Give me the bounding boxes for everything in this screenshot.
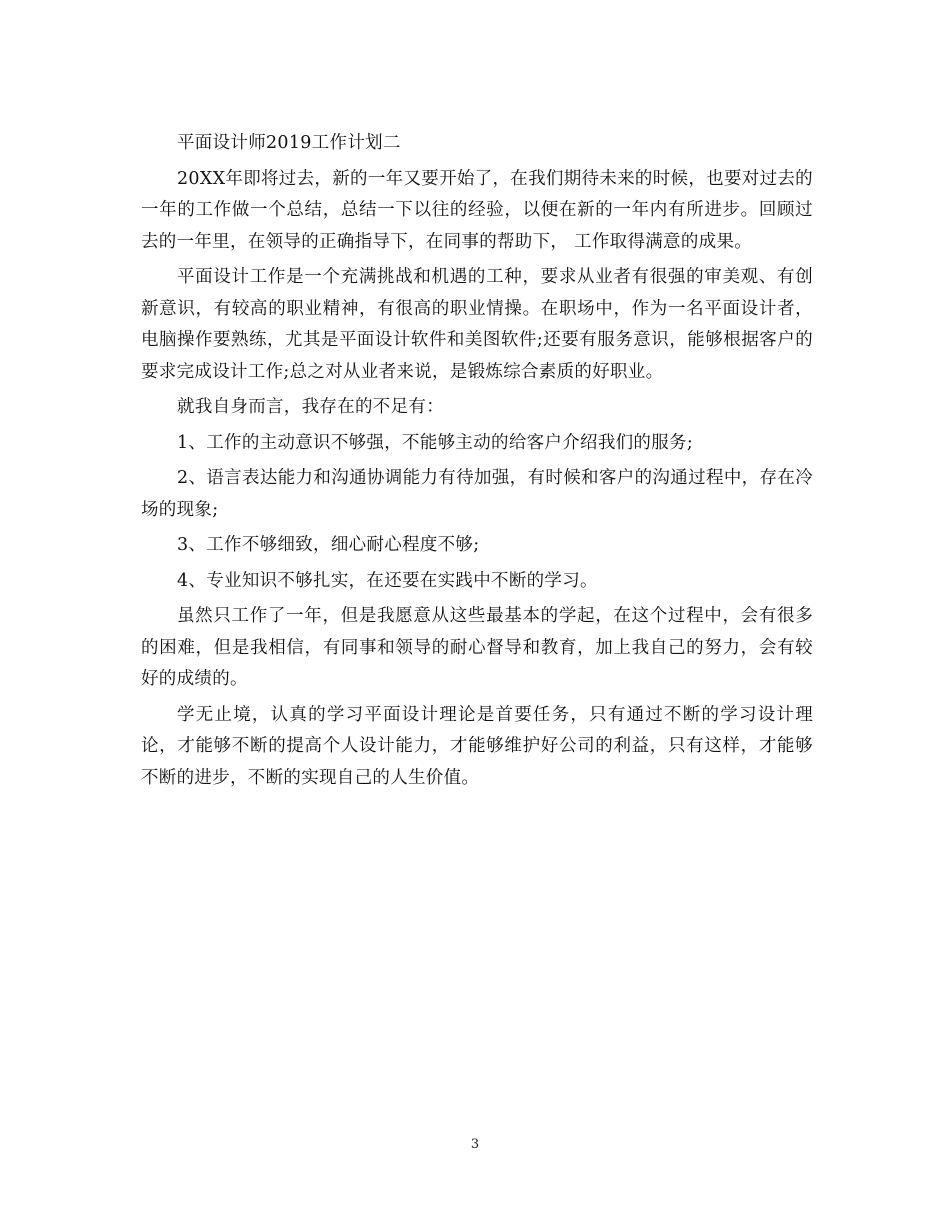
- document-title: 平面设计师2019工作计划二: [177, 133, 401, 153]
- job-description-paragraph: 平面设计工作是一个充满挑战和机遇的工种，要求从业者有很强的审美观、有创新意识，有较高的职业精神，有很高的职业情操。在职场中，作为一名平面设计者，电脑操作要熟练，尤其是平面设计软件和美图软件;还要有服务意识，能够根据客户的要求完成设计工作;总之对从业者来说，是锻炼综合素质的好职业。: [141, 267, 813, 382]
- shortcoming-item: 3、工作不够细致，细心耐心程度不够;: [177, 535, 480, 555]
- commitment-paragraph: 虽然只工作了一年，但是我愿意从这些最基本的学起，在这个过程中，会有很多的困难，但是我相信，有同事和领导的耐心督导和教育，加上我自己的努力，会有较好的成绩的。: [141, 606, 813, 689]
- shortcoming-item: 1、工作的主动意识不够强，不能够主动的给客户介绍我们的服务;: [177, 432, 694, 453]
- shortcoming-item: 2、语言表达能力和沟通协调能力有待加强，有时候和客户的沟通过程中，存在冷场的现象;: [141, 468, 813, 520]
- document-body: [141, 128, 813, 798]
- shortcomings-heading: 就我自身而言，我存在的不足有：: [177, 397, 444, 417]
- conclusion-paragraph: 学无止境，认真的学习平面设计理论是首要任务，只有通过不断的学习设计理论，才能够不断的提高个人设计能力，才能够维护好公司的利益，只有这样，才能够不断的进步，不断的实现自己的人生价值。: [141, 704, 813, 788]
- shortcoming-item: 4、专业知识不够扎实，在还要在实践中不断的学习。: [177, 570, 598, 591]
- intro-paragraph: 20XX年即将过去，新的一年又要开始了，在我们期待未来的时候，也要对过去的一年的工作做一个总结，总结一下以往的经验，以便在新的一年内有所进步。回顾过去的一年里，在领导的正确指导下，在同事的帮助下， 工作取得满意的成果。: [141, 168, 813, 252]
- page-number: 3: [470, 1137, 480, 1152]
